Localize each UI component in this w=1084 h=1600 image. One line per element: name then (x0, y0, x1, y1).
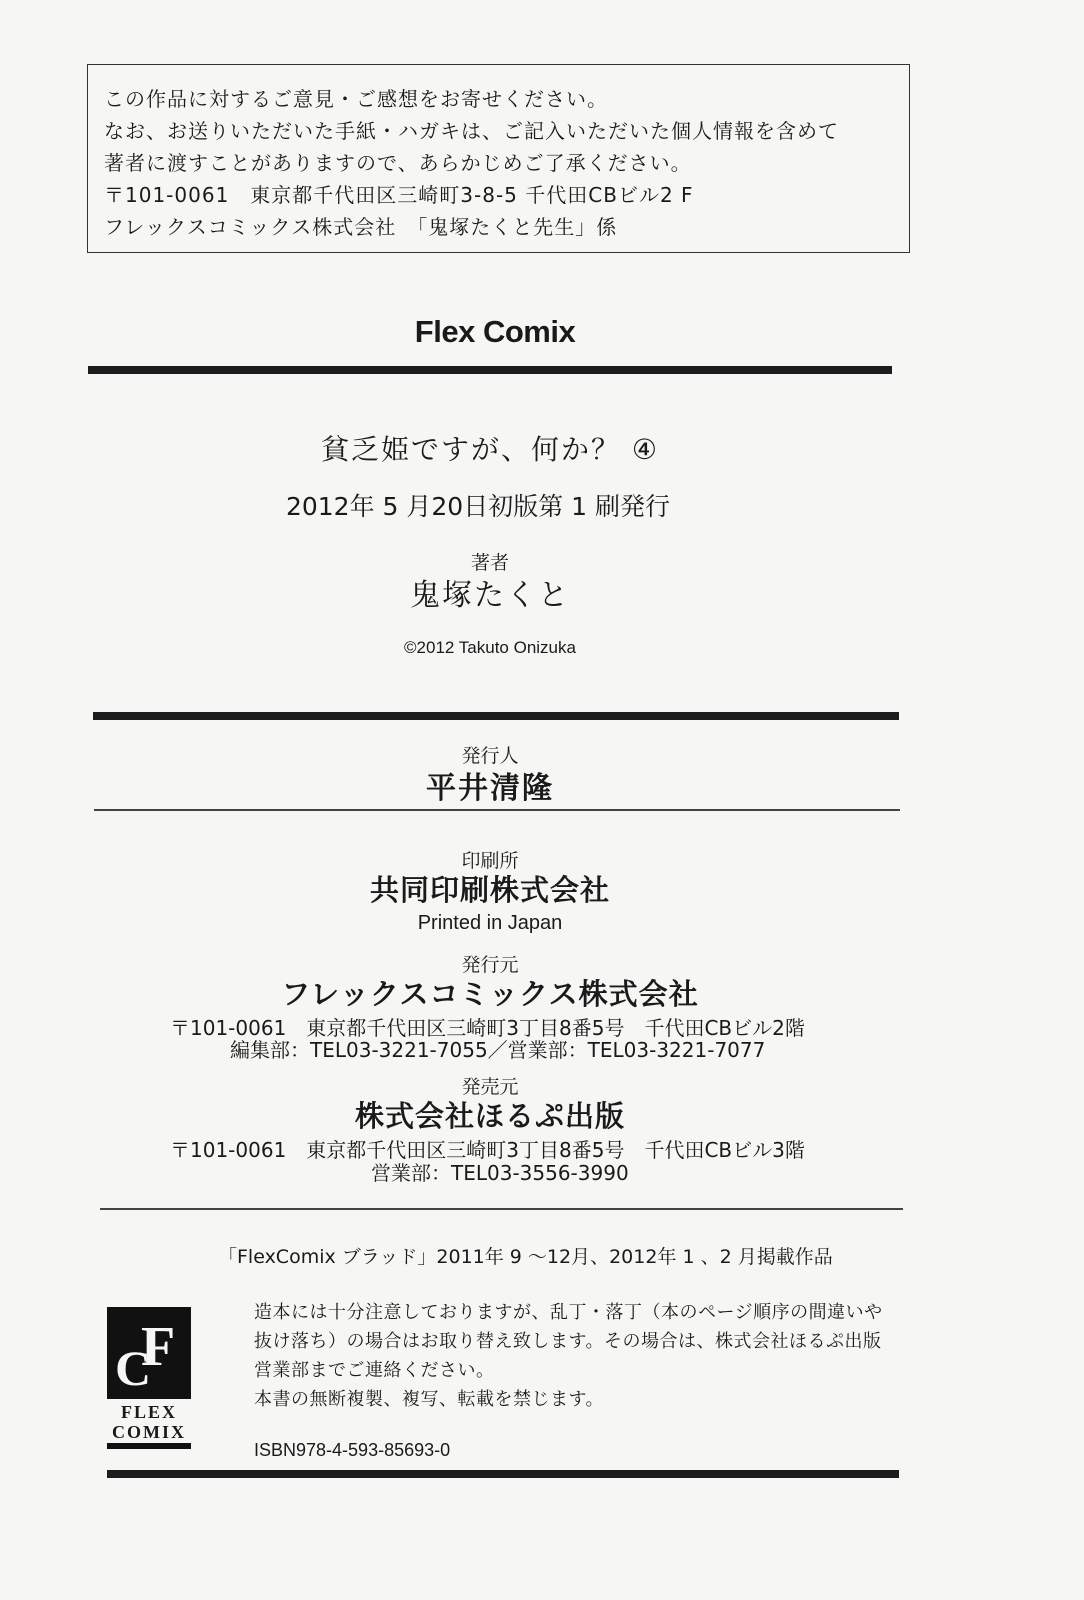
brand-heading: Flex Comix (414, 314, 576, 349)
notice-line: 造本には十分注意しておりますが、乱丁・落丁（本のページ順序の間違いや (254, 1302, 883, 1323)
author-label: 著者 (470, 552, 509, 574)
reader-letter-box (87, 64, 910, 253)
printed-in-note: Printed in Japan (417, 912, 563, 934)
issuer-label: 発行元 (461, 954, 519, 976)
printer-name: 共同印刷株式会社 (369, 873, 610, 907)
letter-line: なお、お送りいただいた手紙・ハガキは、ご記入いただいた個人情報を含めて (104, 119, 839, 143)
issuer-address: 〒101-0061 東京都千代田区三崎町3丁目8番5号 千代田CBビル2階 (170, 1016, 805, 1040)
divider-bar (93, 712, 899, 720)
letter-line: 〒101-0061 東京都千代田区三崎町3-8-5 千代田CBビル2 F (104, 183, 694, 207)
publisher-person-name: 平井清隆 (426, 771, 554, 806)
isbn: ISBN978-4-593-85693-0 (254, 1440, 451, 1460)
svg-text:C: C (115, 1340, 152, 1396)
book-title: 貧乏姫ですが、何か？ ④ (320, 433, 659, 466)
copyright-line: ©2012 Takuto Onizuka (404, 638, 576, 657)
letter-line: フレックスコミックス株式会社 「鬼塚たくと先生」係 (104, 215, 618, 239)
issuer-tel: 編集部：TEL03-3221-7055／営業部：TEL03-3221-7077 (230, 1038, 766, 1062)
author-name: 鬼塚たくと (410, 578, 570, 613)
notice-line: 営業部までご連絡ください。 (254, 1360, 495, 1381)
logo-word: COMIX (112, 1422, 186, 1442)
seller-tel: 営業部：TEL03-3556-3990 (371, 1161, 629, 1185)
letter-line: この作品に対するご意見・ご感想をお寄せください。 (104, 87, 608, 111)
logo-underline (107, 1443, 191, 1449)
notice-line: 本書の無断複製、複写、転載を禁じます。 (254, 1389, 605, 1410)
logo-word: FLEX (120, 1402, 177, 1422)
publisher-person-label: 発行人 (461, 745, 519, 767)
notice-line: 抜け落ち）の場合はお取り替え致します。その場合は、株式会社ほるぷ出版 (254, 1331, 882, 1352)
seller-address: 〒101-0061 東京都千代田区三崎町3丁目8番5号 千代田CBビル3階 (170, 1138, 805, 1162)
divider-line (94, 809, 900, 811)
divider-bar (107, 1470, 899, 1478)
seller-name: 株式会社ほるぷ出版 (354, 1099, 625, 1133)
seller-label: 発売元 (461, 1076, 519, 1098)
divider-bar (88, 366, 892, 374)
flex-comix-logo (107, 1307, 191, 1399)
notice-block (254, 1298, 883, 1414)
issuer-name: フレックスコミックス株式会社 (281, 977, 699, 1011)
serialization-note: 「FlexComix ブラッド」2011年 9 ～12月、2012年 1 、2 月掲載作品 (218, 1246, 833, 1268)
svg-text:F: F (141, 1316, 176, 1378)
logo-mark-icon (107, 1307, 191, 1399)
logo-wordmark (104, 1402, 194, 1442)
release-date: 2012年 5 月20日初版第 1 刷発行 (285, 492, 671, 521)
divider-line (100, 1208, 903, 1210)
letter-line: 著者に渡すことがありますので、あらかじめご了承ください。 (104, 151, 692, 175)
printer-label: 印刷所 (461, 850, 519, 872)
